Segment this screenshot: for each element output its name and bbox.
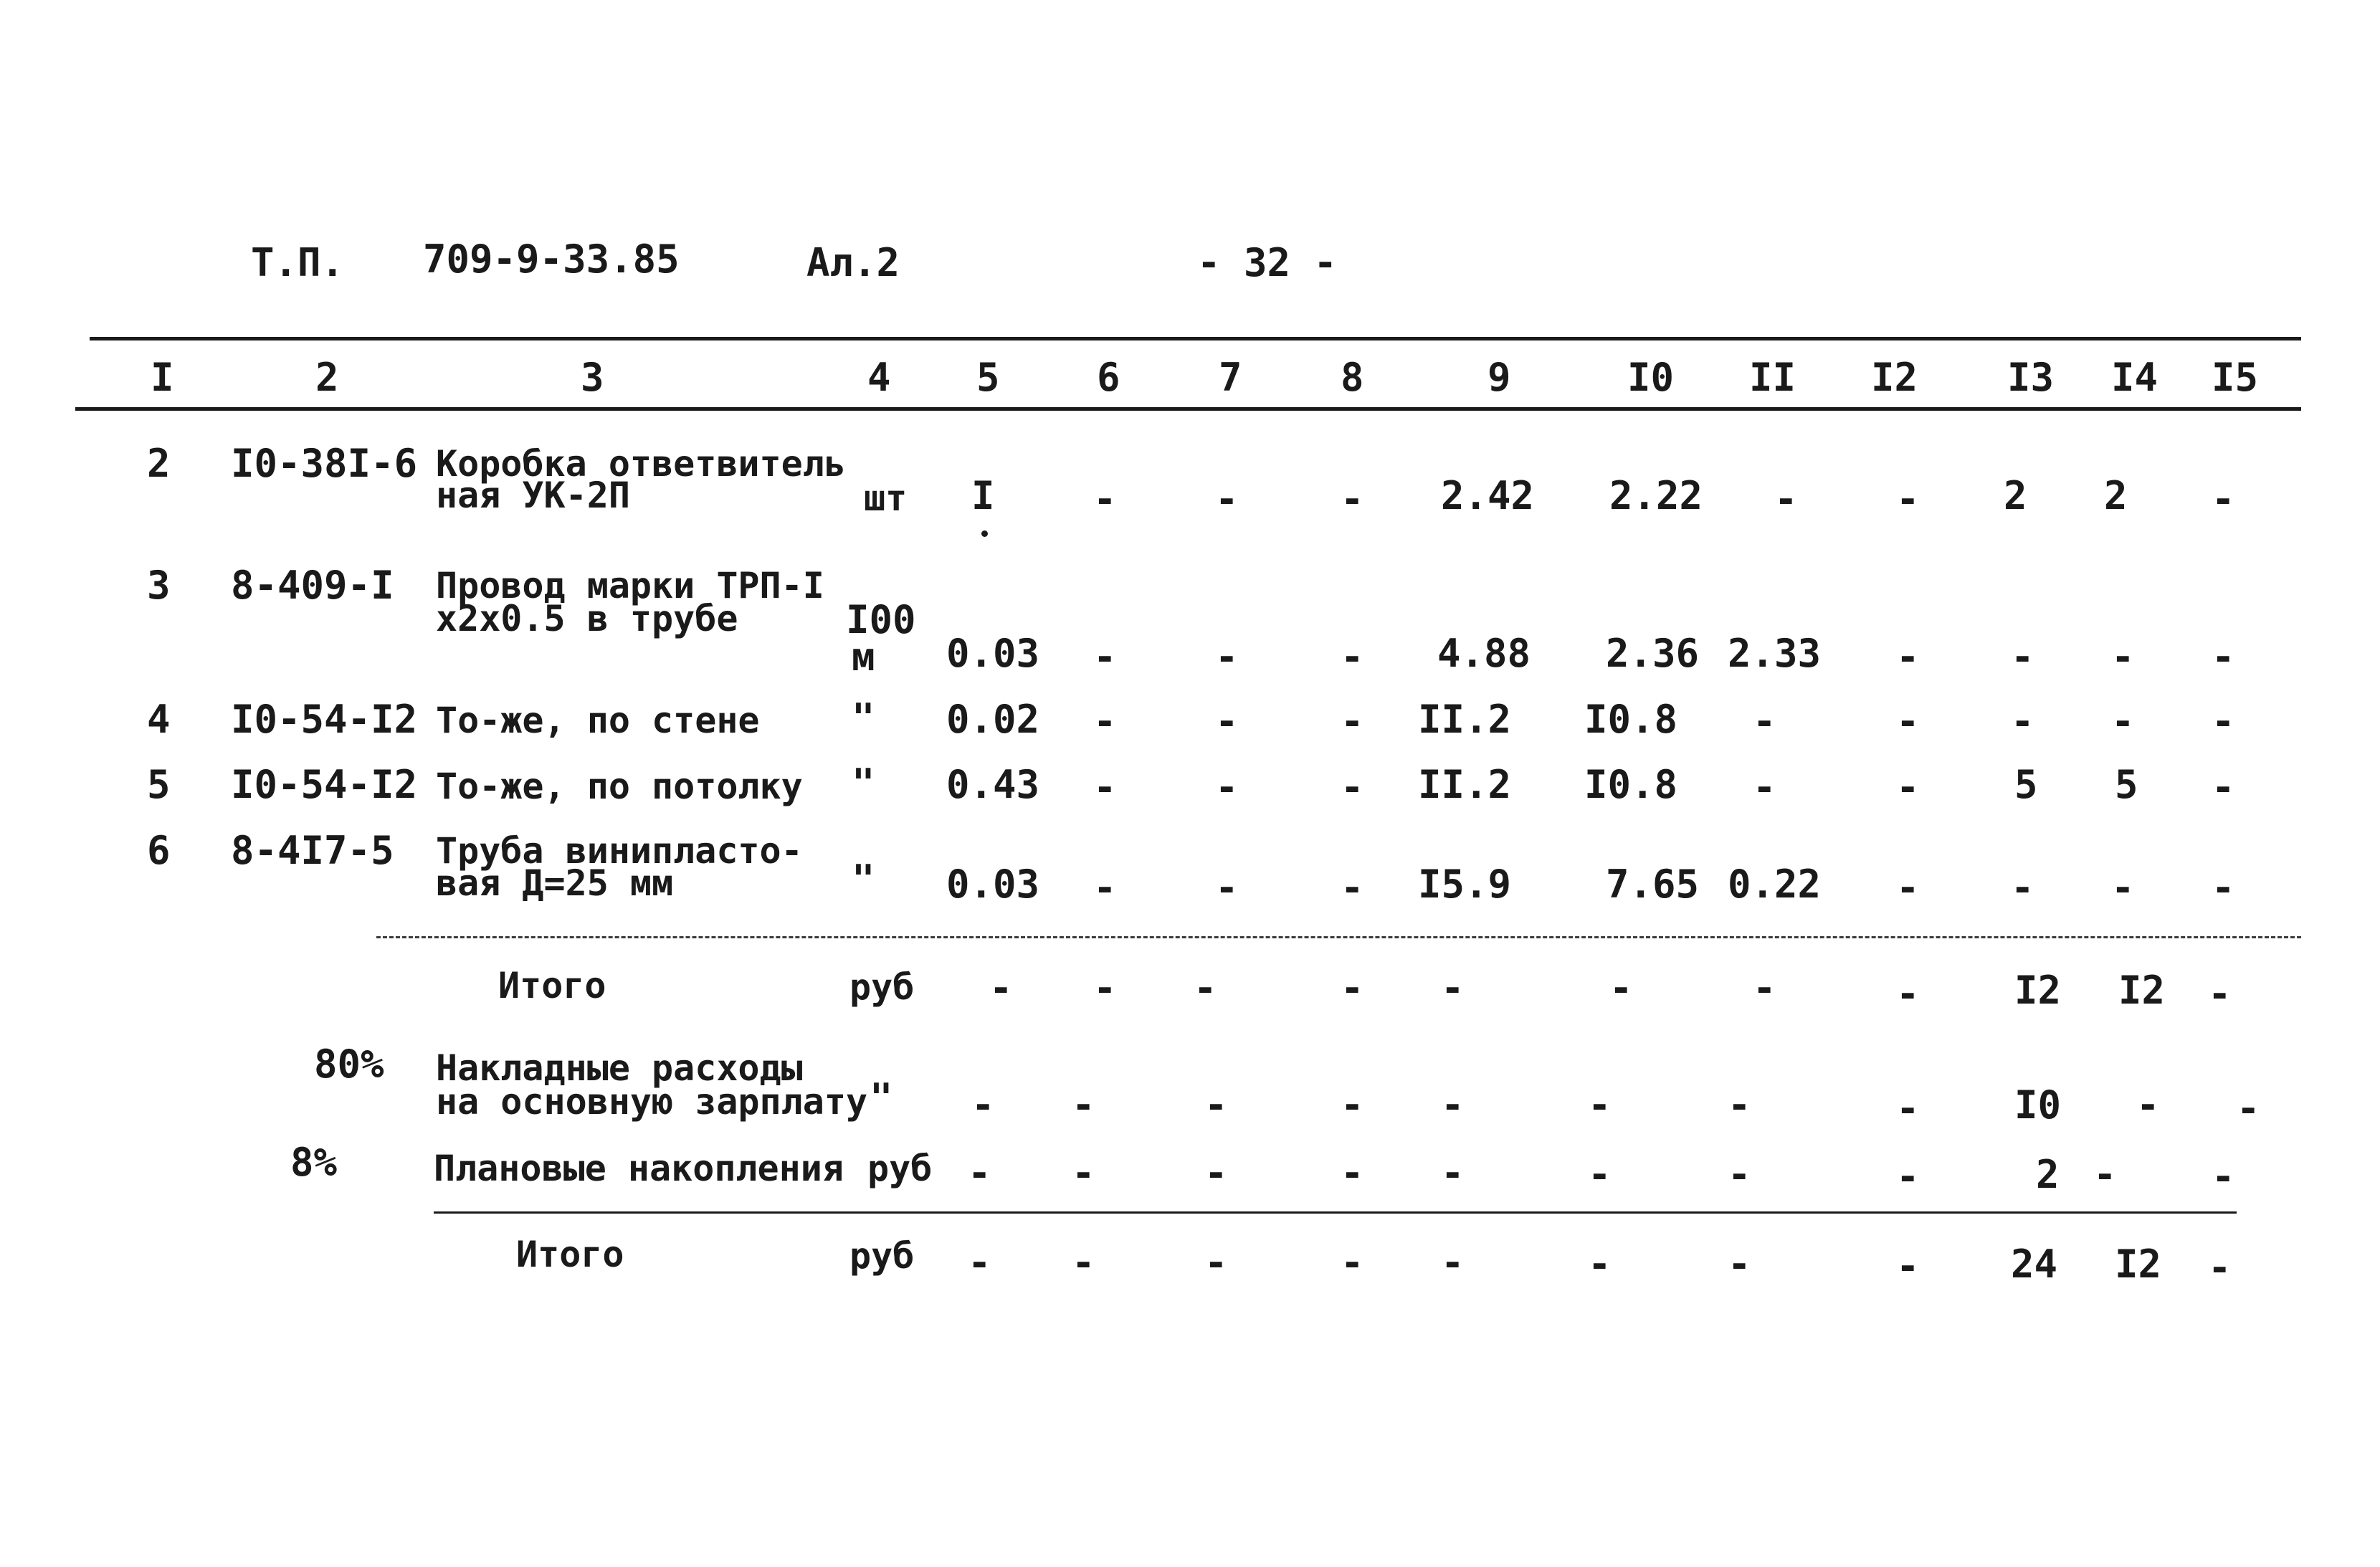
row-number: 5 <box>147 762 171 807</box>
item-name: То-же, по потолку <box>436 766 803 807</box>
item-name: То-же, по стене <box>436 700 760 741</box>
cell: - <box>971 1082 995 1128</box>
col-header: 8 <box>1341 355 1364 400</box>
total-rule <box>434 1211 2237 1214</box>
cell: - <box>1441 1082 1465 1128</box>
percent-label: 80% <box>314 1042 384 1087</box>
cell: 2 <box>2004 473 2027 518</box>
cell: - <box>1609 966 1633 1011</box>
cell: - <box>1093 699 1117 744</box>
cell: - <box>2212 865 2235 910</box>
cell: - <box>1215 865 1239 910</box>
cell: - <box>1896 477 1920 522</box>
unit: руб <box>849 966 915 1008</box>
album-label: Ал.2 <box>806 240 900 285</box>
cell: - <box>2212 477 2235 522</box>
cell: - <box>2011 699 2034 744</box>
cell: - <box>1194 966 1217 1011</box>
cell: 2 <box>2036 1152 2060 1197</box>
cell: - <box>2237 1086 2260 1131</box>
cell: - <box>1204 1082 1228 1128</box>
cell: - <box>989 966 1013 1011</box>
cell: - <box>1753 699 1776 744</box>
cell: - <box>1441 966 1465 1011</box>
cell: 0.22 <box>1728 862 1822 907</box>
cell: - <box>968 1151 991 1196</box>
cell: - <box>2111 634 2135 680</box>
cell: 0.02 <box>946 697 1040 742</box>
cell: - <box>2212 765 2235 810</box>
unit: шт <box>864 477 908 519</box>
cell: - <box>1341 865 1364 910</box>
cell: - <box>1215 699 1239 744</box>
cell: - <box>1728 1242 1751 1287</box>
cell: - <box>1215 765 1239 810</box>
cell: 2.42 <box>1441 473 1535 518</box>
cell: I2 <box>2014 968 2062 1013</box>
item-name: Коробка ответвитель <box>436 443 846 485</box>
col-header: I5 <box>2212 355 2259 400</box>
cell: - <box>1896 634 1920 680</box>
summary-label: Итого <box>516 1234 624 1275</box>
cell: - <box>1896 699 1920 744</box>
cell: 24 <box>2011 1242 2058 1287</box>
unit: руб <box>867 1148 933 1189</box>
item-name: вая Д=25 мм <box>436 862 674 904</box>
row-number: 6 <box>147 828 171 873</box>
unit: " <box>852 695 875 740</box>
unit: I00 <box>846 597 916 642</box>
rate-code: 8-409-I <box>231 563 394 608</box>
col-header: 5 <box>976 355 1000 400</box>
cell: - <box>1093 477 1117 522</box>
cell: 0.43 <box>946 762 1040 807</box>
cell: - <box>1753 765 1776 810</box>
cell: - <box>2208 1245 2232 1290</box>
cell: - <box>1341 765 1364 810</box>
header-bottom-rule <box>75 407 2301 411</box>
percent-label: 8% <box>290 1140 338 1185</box>
cell: - <box>1093 634 1117 680</box>
cell: - <box>1441 1240 1465 1285</box>
cell: I <box>971 473 995 518</box>
col-header: I0 <box>1627 355 1675 400</box>
cell: - <box>1072 1240 1095 1285</box>
cell: - <box>1072 1082 1095 1128</box>
cell: - <box>1204 1151 1228 1196</box>
cell: - <box>1896 1154 1920 1199</box>
cell: - <box>2212 634 2235 680</box>
cell: - <box>1588 1242 1612 1287</box>
summary-label: Накладные расходы <box>436 1047 803 1089</box>
cell: - <box>1215 477 1239 522</box>
cell: - <box>2011 634 2034 680</box>
cell: 2.33 <box>1728 631 1822 676</box>
col-header: 2 <box>315 355 339 400</box>
cell: - <box>1341 1151 1364 1196</box>
col-header: II <box>1749 355 1796 400</box>
col-header: 6 <box>1097 355 1120 400</box>
col-header: I2 <box>1871 355 1918 400</box>
cell: - <box>1896 971 1920 1016</box>
cell: - <box>1093 765 1117 810</box>
cell: II.2 <box>1418 762 1512 807</box>
rate-code: I0-54-I2 <box>231 697 418 742</box>
summary-label: на основную зарплату <box>436 1081 868 1123</box>
cell: - <box>1093 865 1117 910</box>
cell: - <box>2093 1152 2117 1197</box>
unit: " <box>852 857 875 902</box>
col-header: 3 <box>581 355 604 400</box>
mark <box>981 530 988 537</box>
summary-label: Плановые накопления <box>434 1148 844 1189</box>
col-header: I3 <box>2007 355 2055 400</box>
cell: - <box>2111 699 2135 744</box>
cell: - <box>1215 634 1239 680</box>
cell: II.2 <box>1418 697 1512 742</box>
cell: - <box>2136 1082 2160 1128</box>
cell: - <box>1896 765 1920 810</box>
cell: I0 <box>2014 1082 2062 1128</box>
item-name: ная УК-2П <box>436 475 630 516</box>
col-header: 7 <box>1219 355 1242 400</box>
cell: - <box>2212 699 2235 744</box>
cell: - <box>1753 966 1776 1011</box>
summary-label: Итого <box>498 965 606 1006</box>
cell: - <box>1341 966 1364 1011</box>
cell: - <box>1204 1240 1228 1285</box>
unit: " <box>870 1075 893 1120</box>
cell: - <box>1341 699 1364 744</box>
cell: 0.03 <box>946 862 1040 907</box>
row-number: 2 <box>147 441 171 486</box>
unit: " <box>852 761 875 806</box>
cell: - <box>1341 1240 1364 1285</box>
cell: - <box>1728 1152 1751 1197</box>
cell: - <box>1093 966 1117 1011</box>
rate-code: 8-4I7-5 <box>231 828 394 873</box>
separator-rule <box>376 936 2301 938</box>
item-name: Провод марки ТРП-I <box>436 565 824 606</box>
cell: - <box>1774 477 1798 522</box>
col-header: 4 <box>867 355 891 400</box>
table-top-rule <box>90 337 2301 340</box>
cell: I2 <box>2115 1242 2162 1287</box>
cell: - <box>1588 1152 1612 1197</box>
cell: 7.65 <box>1606 862 1700 907</box>
doc-type-label: Т.П. <box>251 240 345 285</box>
row-number: 4 <box>147 697 171 742</box>
cell: - <box>1896 1244 1920 1289</box>
project-code: 709-9-33.85 <box>423 237 680 282</box>
cell: I5.9 <box>1418 862 1512 907</box>
cell: - <box>968 1240 991 1285</box>
cell: - <box>1341 477 1364 522</box>
cell: I0.8 <box>1584 697 1678 742</box>
cell: I0.8 <box>1584 762 1678 807</box>
row-number: 3 <box>147 563 171 608</box>
cell: - <box>2212 1154 2235 1199</box>
cell: - <box>1341 1082 1364 1128</box>
col-header: 9 <box>1488 355 1511 400</box>
cell: - <box>1588 1082 1612 1128</box>
cell: 5 <box>2014 762 2038 807</box>
cell: - <box>1441 1151 1465 1196</box>
page-number: - 32 - <box>1197 240 1338 285</box>
cell: 2 <box>2104 473 2128 518</box>
rate-code: I0-38I-6 <box>231 441 418 486</box>
cell: 2.22 <box>1609 473 1703 518</box>
cell: I2 <box>2118 968 2166 1013</box>
unit: руб <box>849 1235 915 1277</box>
cell: 2.36 <box>1606 631 1700 676</box>
cell: - <box>1896 1086 1920 1131</box>
cell: - <box>2208 971 2232 1016</box>
cell: 4.88 <box>1437 631 1531 676</box>
cell: - <box>2111 865 2135 910</box>
cell: - <box>1072 1151 1095 1196</box>
col-header: I4 <box>2111 355 2158 400</box>
unit: м <box>852 634 875 680</box>
cell: - <box>1728 1082 1751 1128</box>
item-name: x2x0.5 в трубе <box>436 598 738 639</box>
cell: 5 <box>2115 762 2138 807</box>
item-name: Труба винипласто- <box>436 830 803 872</box>
cell: - <box>2011 865 2034 910</box>
cell: 0.03 <box>946 631 1040 676</box>
col-header: I <box>151 355 174 400</box>
rate-code: I0-54-I2 <box>231 762 418 807</box>
cell: - <box>1896 865 1920 910</box>
cell: - <box>1341 634 1364 680</box>
